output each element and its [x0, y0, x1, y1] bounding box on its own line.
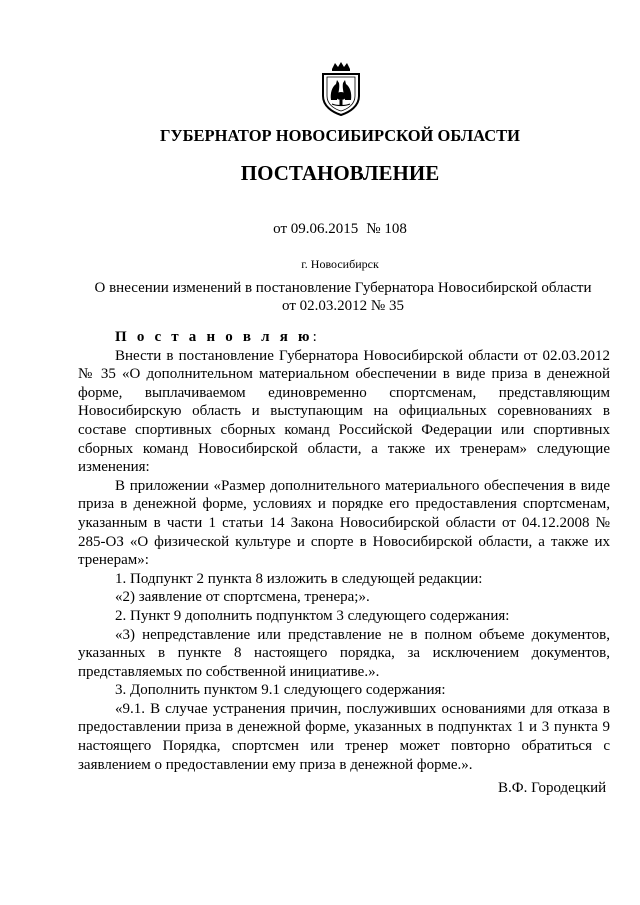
document-type-title: ПОСТАНОВЛЕНИЕ — [240, 161, 440, 185]
body-paragraph: «3) непредставление или представление не в полном объеме документов, указанных в пункте 8 настоящего порядка, за исключением документов, представляемых по собственной инициативе.». — [78, 626, 610, 680]
body-paragraph: 3. Дополнить пунктом 9.1 следующего содержания: — [115, 682, 446, 699]
coat-of-arms-icon — [319, 60, 363, 116]
body-paragraph: В приложении «Размер дополнительного материального обеспечения в виде приза в денежной форме, условиях и порядке его предоставления спортсменам, указанным в части 1 статьи 14 Закона Новосибирской области от 04.12.2008 № 285-ОЗ «О физической культуре и спорте в Новосибирской области, а также их тренерам»: — [78, 477, 610, 569]
body-paragraph: «2) заявление от спортсмена, тренера;». — [115, 589, 370, 606]
date-number-line — [0, 221, 640, 238]
decree-colon: : — [312, 329, 317, 345]
document-body — [78, 328, 610, 774]
subject-line-1: О внесении изменений в постановление Губернатора Новосибирской области — [94, 280, 592, 296]
decree-word: П о с т а н о в л я ю — [115, 329, 313, 345]
body-paragraph: 1. Подпункт 2 пункта 8 изложить в следующей редакции: — [115, 570, 483, 587]
issuing-authority: ГУБЕРНАТОР НОВОСИБИРСКОЙ ОБЛАСТИ — [160, 126, 520, 145]
document-number: № 108 — [366, 221, 407, 237]
body-paragraph: «9.1. В случае устранения причин, послуживших основаниями для отказа в предоставлении приза в денежной форме, указанных в подпунктах 1 и 3 пункта 9 настоящего Порядка, спортсмен или тренер может повторно обратиться с заявлением о предоставлении ему приза в денежной форме.». — [78, 700, 610, 773]
document-subject — [78, 279, 608, 315]
decree-heading — [78, 328, 610, 347]
subject-line-2: от 02.03.2012 № 35 — [282, 298, 404, 314]
body-paragraph: 2. Пункт 9 дополнить подпунктом 3 следующего содержания: — [115, 607, 510, 624]
document-date: от 09.06.2015 — [273, 221, 359, 237]
body-paragraph: Внести в постановление Губернатора Новосибирской области от 02.03.2012 № 35 «О дополнительном материальном обеспечении в виде приза в денежной форме, выплачиваемом единовременно спортсменам, представляющим Новосибирскую область и выступающим на официальных соревнованиях в составе спортивных сборных команд Российской Федерации или спортивных сборных команд Новосибирской области, а также их тренерам» следующие изменения: — [78, 347, 610, 476]
signatory-name: В.Ф. Городецкий — [498, 780, 607, 796]
place-of-issue: г. Новосибирск — [301, 257, 379, 271]
